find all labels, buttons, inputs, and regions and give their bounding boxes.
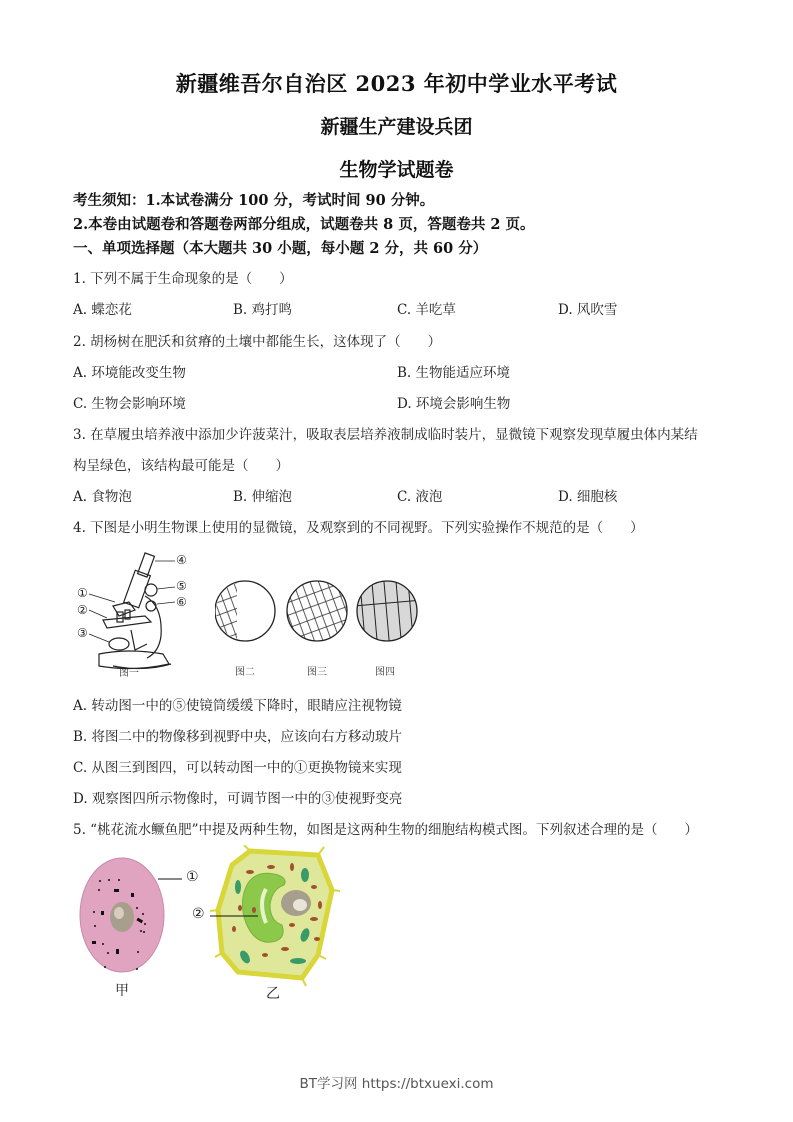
microscope-figure bbox=[75, 548, 195, 678]
q4-option-b: B. 将图二中的物像移到视野中央，应该向右方移动玻片 bbox=[73, 729, 403, 745]
notice-line-2: 2.本卷由试题卷和答题卷两部分组成，试题卷共 8 页，答题卷共 2 页。 bbox=[73, 216, 535, 233]
label-2: ② bbox=[192, 906, 205, 922]
microscope-label-5: ⑤ bbox=[176, 579, 187, 593]
paper-title: 生物学试题卷 bbox=[339, 159, 454, 181]
q4-option-d: D. 观察图四所示物像时，可调节图一中的③使视野变亮 bbox=[73, 791, 403, 807]
q3-option-d: D. 细胞核 bbox=[558, 489, 618, 505]
q4-option-c: C. 从图三到图四，可以转动图一中的①更换物镜来实现 bbox=[73, 760, 402, 776]
q3-option-c: C. 液泡 bbox=[397, 489, 443, 505]
notice-line-1: 考生须知：1.本试卷满分 100 分，考试时间 90 分钟。 bbox=[73, 192, 435, 209]
animal-cell-icon bbox=[80, 858, 182, 972]
microscope-label-4: ④ bbox=[176, 553, 187, 567]
plant-cell-icon bbox=[210, 845, 340, 986]
q1-option-a: A. 蝶恋花 bbox=[73, 302, 132, 318]
cell-diagrams bbox=[70, 845, 360, 1005]
cell-structure-figure bbox=[70, 845, 360, 1005]
question-3-stem-line2: 构呈绿色，该结构最可能是（ ） bbox=[73, 458, 289, 474]
field-view-4 bbox=[357, 581, 417, 641]
q1-option-c: C. 羊吃草 bbox=[397, 302, 456, 318]
exam-title: 新疆维吾尔自治区 2023 年初中学业水平考试 bbox=[175, 71, 618, 96]
figure-2-caption: 图二 bbox=[235, 667, 255, 678]
field-of-view-icons bbox=[215, 578, 420, 658]
question-3-stem-line1: 3. 在草履虫培养液中添加少许菠菜汁，吸取表层培养液制成临时装片，显微镜下观察发现草履虫体内某结 bbox=[73, 427, 698, 443]
figure-4-caption: 图四 bbox=[375, 667, 395, 678]
caption-yi: 乙 bbox=[266, 986, 280, 1002]
question-5-stem: 5. “桃花流水鳜鱼肥”中提及两种生物，如图是这两种生物的细胞结构模式图。下列叙述合理的是（ ） bbox=[73, 822, 698, 838]
field-view-3 bbox=[287, 581, 347, 641]
q2-option-a: A. 环境能改变生物 bbox=[73, 365, 186, 381]
q3-option-b: B. 伸缩泡 bbox=[233, 489, 293, 505]
caption-jia: 甲 bbox=[115, 983, 129, 999]
exam-subtitle: 新疆生产建设兵团 bbox=[320, 116, 473, 138]
microscope-icon bbox=[75, 548, 195, 678]
microscope-label-1: ① bbox=[77, 586, 88, 600]
fields-of-view-figure bbox=[215, 578, 420, 678]
label-1: ① bbox=[186, 869, 199, 885]
figure-3-caption: 图三 bbox=[307, 667, 327, 678]
q4-option-a: A. 转动图一中的⑤使镜筒缓缓下降时，眼睛应注视物镜 bbox=[73, 698, 402, 714]
microscope-label-3: ③ bbox=[77, 626, 88, 640]
q2-option-b: B. 生物能适应环境 bbox=[397, 365, 511, 381]
q1-option-b: B. 鸡打鸣 bbox=[233, 302, 293, 318]
question-1-stem: 1. 下列不属于生命现象的是（ ） bbox=[73, 271, 293, 287]
q1-option-d: D. 风吹雪 bbox=[558, 302, 618, 318]
q3-option-a: A. 食物泡 bbox=[73, 489, 132, 505]
microscope-label-2: ② bbox=[77, 603, 88, 617]
field-view-2 bbox=[215, 581, 275, 641]
section-heading: 一、单项选择题（本大题共 30 小题，每小题 2 分，共 60 分） bbox=[73, 240, 488, 257]
question-2-stem: 2. 胡杨树在肥沃和贫瘠的土壤中都能生长，这体现了（ ） bbox=[73, 334, 442, 350]
microscope-label-6: ⑥ bbox=[176, 595, 187, 609]
question-4-stem: 4. 下图是小明生物课上使用的显微镜，及观察到的不同视野。下列实验操作不规范的是（ ） bbox=[73, 520, 644, 536]
watermark-footer: BT学习网 https://btxuexi.com bbox=[299, 1076, 494, 1092]
q2-option-c: C. 生物会影响环境 bbox=[73, 396, 186, 412]
figure-1-caption: 图一 bbox=[119, 668, 139, 679]
q2-option-d: D. 环境会影响生物 bbox=[397, 396, 511, 412]
